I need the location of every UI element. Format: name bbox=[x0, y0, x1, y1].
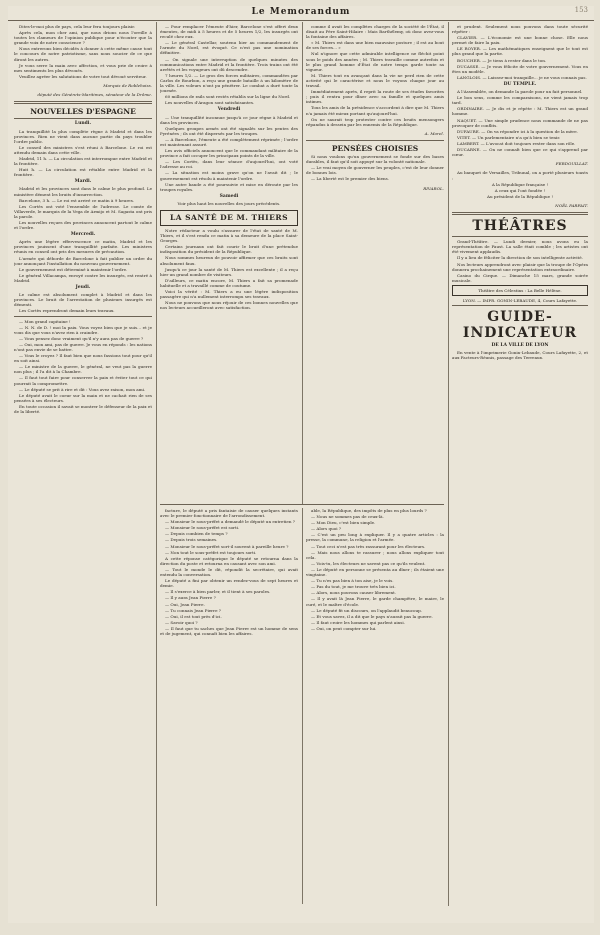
guide-heading: GUIDE-INDICATEUR bbox=[462, 309, 578, 342]
paragraph: — N. N. de D. ! moi la paix. Vous voyez bien que je suis... et je vous dis que vous n'avez rien à craindre. bbox=[14, 324, 152, 335]
paragraph: — Et vous savez, il a dit que le pays n'aurait pas la guerre. bbox=[311, 613, 433, 619]
paragraph: Quelques groupes armés ont été signalés sur les pentes des Pyrénées ; ils ont été dispersés par les troupes. bbox=[160, 125, 298, 136]
signature: Marquis de Roblehoiss. bbox=[103, 83, 152, 89]
paragraph: — Il s'exerce à bien parler, et il tient à ses paroles. bbox=[165, 589, 271, 595]
feuilleton bbox=[160, 508, 444, 904]
paragraph: — Il faut croire les hommes qui parlent ainsi. bbox=[311, 619, 405, 625]
paragraph: — Tu connais Jean Pierre ? bbox=[165, 607, 222, 613]
paragraph: BOUCHER. — Je tiens à rester dans le ton. bbox=[457, 57, 547, 63]
paragraph: Voici la vérité : M. Thiers a eu une légère indisposition passagère qui n'a nullement interrompu ses travaux. bbox=[160, 289, 298, 300]
column-divider bbox=[448, 22, 449, 906]
masthead bbox=[8, 6, 594, 21]
day-heading: Samedi bbox=[219, 193, 239, 199]
signature: A. Morel. bbox=[424, 130, 444, 136]
paragraph: — Mon Dieu, c'est bien simple. bbox=[311, 520, 376, 526]
paragraph: facture, le député a pris fantaisie de causer quelques instants avec le premier fonctionnaire de l'arrondissement. bbox=[160, 508, 298, 519]
column-1 bbox=[14, 24, 152, 904]
paragraph: A la République française ! bbox=[491, 181, 549, 187]
paragraph: Voir plus haut les nouvelles des jours précédents. bbox=[177, 200, 281, 206]
paragraph: Immédiatement après, il reprit la route de ses études favorites ; puis il rentra pour dîner avec sa famille et quelques amis intimes. bbox=[306, 89, 444, 105]
lower-section-rule bbox=[160, 504, 444, 505]
day-heading: Mercredi. bbox=[70, 232, 96, 238]
signature: FERDOUILLAT. bbox=[555, 161, 588, 167]
subheading: DU TEMPLE. bbox=[503, 81, 537, 87]
rule bbox=[14, 316, 152, 317]
paragraph: Les avis officiels annoncent que le commandant militaire de la province a fait occuper les principaux points de la ville. bbox=[160, 148, 298, 159]
paragraph: Les nouvelles reçues des provinces annoncent partout le calme et l'ordre. bbox=[14, 220, 152, 231]
paragraph: Dites-le-moi plus de pays, cela leur fera toujours plaisir. bbox=[19, 24, 136, 29]
paragraph: — A Barcelone, l'émeute a été complètement réprimée ; l'ordre est maintenant assuré. bbox=[160, 136, 298, 147]
paragraph: — Les Cortès, dans leur séance d'aujourd'hui, ont voté l'adresse au roi. bbox=[160, 159, 298, 170]
paragraph: A cette réponse catégorique le député se retourna dans la direction du poste et retourna en causant avec son ami. bbox=[160, 555, 298, 566]
paragraph: Nul n'ignore que cette admirable intelligence ne fléchit point sous le poids des années ; M. Thiers travaille comme autrefois et le plus grand homme d'État de notre temps garde toute sa vigueur. bbox=[306, 51, 444, 72]
paragraph: — Non tout le sous-préfet est toujours sorti. bbox=[165, 549, 257, 555]
paragraph: Le député a fini par obtenir un rendez-vous de sept heures et demie. bbox=[160, 578, 298, 589]
paragraph: — Le général Castellar, soutenu hier au commandement de l'armée du Nord, est évoqué. Ce n'est pas une nomination définitive. bbox=[160, 40, 298, 56]
paragraph: comme il avait les complètes charges de la société de l'État, il disait au Père Saint-Hilaire : Mais Barthélemy, où donc avez-vous la fontaine des affaires. bbox=[306, 24, 444, 40]
paragraph: — Alors, nous pouvons causer librement. bbox=[311, 590, 397, 596]
section-heading: NOUVELLES D'ESPAGNE bbox=[30, 107, 136, 117]
paragraph: Certains journaux ont fait courir le bruit d'une prétendue indisposition du président de la République. bbox=[160, 244, 298, 255]
paragraph: En toute occasion il savait se montrer le défenseur de la paix et de la liberté. bbox=[14, 403, 152, 414]
rule bbox=[306, 140, 444, 141]
paragraph: — Vous pensez donc vraiment qu'il n'y aura pas de guerre ? bbox=[19, 335, 144, 341]
intro-letter bbox=[14, 24, 152, 97]
imprint-line: LYON. — IMPR. GONIN-LEBAUDE, 4, Cours Lafayette. bbox=[462, 298, 578, 304]
paragraph: — Il y aura Jean Pierre ? bbox=[165, 595, 216, 601]
paragraph: Le général Villacampa, envoyé contre les insurgés, est rentré à Madrid. bbox=[14, 272, 152, 283]
theatres-heading: THÉÂTRES bbox=[472, 218, 568, 235]
guide-subheading: DE LA VILLE DE LYON bbox=[491, 343, 549, 349]
paragraph: — Pas du tout, je me trouve très bien ici. bbox=[311, 584, 396, 590]
section-heading-boxed: LA SANTÉ DE M. THIERS bbox=[160, 210, 298, 226]
paragraph: — Monsieur le sous-préfet a demandé le député un entretien ? bbox=[165, 519, 295, 525]
paragraph: L'armée qui déborde de Barcelone à fait publier un ordre du jour annonçant l'installation du nouveau gouvernement. bbox=[14, 255, 152, 266]
paragraph: Nous ne pouvons que nous réjouir de ces bonnes nouvelles que nos lecteurs accueilleront avec satisfaction. bbox=[160, 300, 298, 311]
paragraph: LAMBERT. — L'avocat doit toujours rester dans son rôle. bbox=[457, 140, 576, 146]
paragraph: CLAVIER. — L'économie est une bonne chose. Elle nous permet de faire la paix. bbox=[452, 35, 588, 46]
paragraph: — Vois-tu, les électeurs ne savent pas ce qu'ils veulent. bbox=[311, 560, 426, 566]
paragraph: — Oui, on peut compter sur lui. bbox=[311, 625, 377, 631]
paragraph: A l'Assemblée, on demande la parole pour un fait personnel. bbox=[457, 89, 583, 95]
column-2 bbox=[160, 24, 298, 504]
newspaper-title: Le Memorandum bbox=[251, 7, 351, 17]
paragraph: Les nouvelles d'Aragon sont satisfaisantes. bbox=[165, 100, 255, 106]
paragraph: — Pour remplacer l'émeute d'hier, Barcelone s'est offert deux émeutes, de midi à 5 heures et de 5 heures 1/2, les insurgés ont reculé chez eux. bbox=[160, 24, 298, 40]
paragraph: — Monsieur le sous-préfet sort-il souvent à pareille heure ? bbox=[165, 543, 289, 549]
paragraph: — On signale une interruption de quelques minutes des communications entre Madrid et la frontière. Trois trains ont été arrêtés et les voyageurs ont dû descendre. bbox=[160, 56, 298, 72]
column-3 bbox=[306, 24, 444, 504]
paragraph: Nous entrerons bien décidés à donner à cette même cause tout le concours de notre patriotisme, sans nous soucier de ce que diront les autres. bbox=[14, 46, 152, 62]
section-rule bbox=[452, 212, 588, 215]
paragraph: Jusqu'à ce jour la santé de M. Thiers est excellente ; il a reçu hier un grand nombre de visiteurs. bbox=[160, 266, 298, 277]
paragraph: — Le vrai moyen de gouverner les peuples, c'est de leur donner de bonnes lois. bbox=[306, 165, 444, 176]
paragraph: Le conseil des ministres s'est réuni à Barcelone. Le roi est attendu demain dans cette ville. bbox=[14, 144, 152, 155]
paragraph: — Il faut tout faire pour conserver la paix et éviter tout ce qui pourrait la compromettre. bbox=[14, 375, 152, 386]
paragraph: LE ROYER. — Les mathématiques enseignent que le tout est plus grand que la partie. bbox=[452, 46, 588, 57]
column-divider bbox=[302, 508, 303, 904]
paragraph: Le député avait le coeur sur la main et ne cachait rien de ses pensées à ses électeurs. bbox=[14, 392, 152, 403]
day-heading: Vendredi bbox=[217, 107, 241, 113]
paragraph: — Le député en personne se présenta au dîner ; ils étaient une vingtaine. bbox=[306, 566, 444, 578]
paragraph: On ne saurait trop protester contre ces bruits mensongers répandus à dessein par les ennemis de la République. bbox=[306, 116, 444, 127]
paragraph: Au président de la République ! bbox=[487, 193, 553, 199]
paragraph: — Le ministre de la guerre, le général, ne veut pas la guerre non plus ; il l'a dit à la Chambre. bbox=[14, 364, 152, 375]
paragraph: — La situation est moins grave qu'on ne l'avait dit ; le gouvernement est résolu à maintenir l'ordre. bbox=[160, 170, 298, 181]
paragraph: Le gouvernement est déterminé à maintenir l'ordre. bbox=[19, 266, 128, 272]
paragraph: Il y a lieu de féliciter la direction de son intelligente activité. bbox=[457, 255, 583, 261]
paragraph: Barcelone, 3 h. — Le roi est arrivé ce matin à 9 heures. bbox=[19, 197, 135, 203]
paragraph: — Vous le croyez ? Il faut bien que nous fassions tout pour qu'il en soit ainsi. bbox=[14, 353, 152, 364]
feuilleton-column-2 bbox=[306, 508, 444, 904]
paragraph: D'ailleurs, ce matin encore, M. Thiers a fait sa promenade habituelle et a travaillé comme de coutume. bbox=[160, 277, 298, 288]
paragraph: La tranquillité la plus complète règne à Madrid et dans les provinces. Rien ne vient dans aucune partie du pays troubler l'ordre public. bbox=[14, 128, 152, 144]
paragraph: Huit h. — La circulation est rétablie entre Madrid et la frontière. bbox=[14, 167, 152, 178]
paragraph: ORDINAIRE. — Je dis et je répète : M. Thiers est un grand homme. bbox=[452, 106, 588, 117]
paragraph: — Oui, il est tout près d'ici. bbox=[165, 613, 222, 619]
paragraph: — Nous ne sommes pas de ceux-là. bbox=[311, 514, 384, 520]
paragraph: — Savoir quoi ? bbox=[165, 619, 198, 625]
paragraph: — Il y avait là Jean Pierre, le garde champêtre, le maire, le curé, et le maître d'école. bbox=[306, 596, 444, 607]
page-folio: 153 bbox=[574, 6, 588, 14]
paragraph: A ceux qui l'ont fondée ! bbox=[494, 187, 546, 193]
paragraph: Le bon sens, comme les comparaisons, ne vient jamais trop tard. bbox=[452, 95, 588, 106]
paragraph: — Tout ceci n'est pas très rassurant pour les électeurs. bbox=[311, 543, 426, 549]
paragraph: M. Thiers tout en avançant dans la vie ne perd rien de cette activité qui le caractérise et nous le voyons chaque jour au travail. bbox=[306, 72, 444, 89]
paragraph: Après une légère effervescence ce matin, Madrid et les provinces jouissent d'une tranquillité parfaite. Les ministres réunis en conseil ont pris des mesures de précaution. bbox=[14, 239, 152, 255]
paragraph: — Une tranquillité inconnue jusqu'à ce jour règne à Madrid et dans les provinces. bbox=[160, 114, 298, 125]
signature: RIVAROL. bbox=[423, 185, 444, 191]
newspaper-page bbox=[8, 6, 594, 923]
paragraph: DUFAURE. — On va répondre ici à la question de la mère. bbox=[457, 128, 578, 134]
rule bbox=[14, 118, 152, 119]
paragraph: En vente à l'imprimerie Gonin-Lebaude, Cours Lafayette, 2, et aux Facteurs-Réunis, passage des Terreaux. bbox=[452, 350, 588, 361]
section-rule bbox=[14, 101, 152, 104]
paragraph: 60 millions de rails sont restés rétablis sur la ligne du Nord. bbox=[165, 94, 291, 100]
paragraph: DUCARNE. — On ne connaît bien que ce qui s'apprend par cœur. bbox=[452, 146, 588, 158]
paragraph: able, la République, des impôts de plus en plus lourds ? bbox=[311, 508, 427, 513]
paragraph: Notre rédacteur a voulu s'assurer de l'état de santé de M. Thiers, et il s'est rendu ce matin à sa demeure de la place Saint-Georges. bbox=[160, 228, 298, 244]
column-divider bbox=[302, 22, 303, 504]
paragraph: DUCASSE. — Je vous félicite de votre gouvernement. Vous en êtes un modèle. bbox=[452, 63, 588, 74]
paragraph: Si nous voulons qu'un gouvernement se fonde sur des bases durables, il faut qu'il soit appuyé sur la volonté nationale. bbox=[306, 154, 444, 165]
paragraph: — Tout le monde le dit, répondit la secrétaire, qui avait entendu la conversation. bbox=[160, 566, 298, 578]
paragraph: — La liberté est le premier des biens. bbox=[311, 176, 390, 182]
column-4 bbox=[452, 24, 588, 904]
theatre-listing-box: Théâtre des Célestins : La Belle Hélène. bbox=[452, 285, 588, 296]
paragraph: — Monsieur le sous-préfet est sorti. bbox=[165, 525, 240, 531]
paragraph: Au banquet de Versailles, Tribunal, on a porté plusieurs toasts : bbox=[452, 170, 588, 181]
paragraph: Nous sommes heureux de pouvoir affirmer que ces bruits sont absolument faux. bbox=[160, 255, 298, 266]
paragraph: Veuillez agréer les salutations de votre tout dévoué serviteur. bbox=[19, 73, 147, 79]
paragraph: — Oui, mon ami, pas de guerre. Je vous en réponds : les nations n'ont pas envie de se battre. bbox=[14, 341, 152, 352]
paragraph: — Mon grand capitaine ! bbox=[19, 318, 71, 324]
paragraph: et prudent. Seulement nous pouvons dans toute sécurité répéter : bbox=[452, 24, 588, 35]
paragraph: Madrid, 11 h. — La circulation est interrompue entre Madrid et la frontière. bbox=[14, 155, 152, 167]
paragraph: — Oui, Jean Pierre. bbox=[165, 601, 205, 607]
rule bbox=[452, 236, 588, 237]
paragraph: Une autre bande a été poursuivie et mise en déroute par les troupes royales. bbox=[160, 181, 298, 192]
paragraph: Tous les amis de la présidence s'accordent à dire que M. Thiers n'a jamais été mieux portant qu'aujourd'hui. bbox=[306, 105, 444, 116]
paragraph: — Depuis combien de temps ? bbox=[165, 531, 228, 537]
paragraph: Le calme est absolument complet à Madrid et dans les provinces. Le bruit de l'arrestation de plusieurs insurgés est démenti. bbox=[14, 292, 152, 308]
paragraph: — Depuis trois semaines. bbox=[165, 537, 218, 543]
paragraph: LANGLOIS. — Laissez-moi tranquille... je ne vous connais pas. bbox=[457, 74, 587, 80]
paragraph: 7 heures 1/2. — Le gros des forces militaires, commandées par Carlos de Bourbon, a reçu une grande bataille à un kilomètre de la ville. Les voleurs n'ont pu pénétrer. Le combat a duré toute la journée. bbox=[160, 72, 298, 94]
day-heading: Mardi. bbox=[74, 179, 92, 185]
paragraph: « M. Thiers est dans une bien mauvaise posture ; il est au bout de ses forces... » bbox=[306, 40, 444, 51]
column-divider bbox=[156, 22, 157, 906]
paragraph: Je vous serre la main avec affection, et vous prie de croire à mes sentiments les plus dévoués. bbox=[14, 62, 152, 73]
paragraph: — C'est un peu long à expliquer. Il y a quatre articles : la presse, la commune, la religion et l'armée. bbox=[306, 532, 444, 543]
paragraph: — Le député fit un discours, on l'applaudit beaucoup. bbox=[311, 607, 423, 613]
paragraph: — Le député se prit à rire et dit : Vous avez raison, mon ami. bbox=[19, 386, 146, 392]
paragraph: Madrid et les provinces sont dans le calme le plus profond. Le ministère dément les bruits d'insurrection. bbox=[14, 186, 152, 197]
paragraph: — Tu n'es pas bien à ton aise, je le vois. bbox=[311, 578, 394, 584]
paragraph: Les Cortès ont voté l'ensemble de l'adresse. Le comte de Villaverde, le marquis de la Vega de Armijo et M. Sagasta ont pris la parole. bbox=[14, 203, 152, 219]
paragraph: Nos lecteurs apprendront avec plaisir que la troupe de l'Opéra donnera prochainement une représentation extraordinaire. bbox=[452, 261, 588, 272]
feuilleton-column-1 bbox=[160, 508, 298, 904]
paragraph: — Il faut que tu saches que Jean Pierre est un homme de sens et de jugement, qui connaît bien les affaires. bbox=[160, 625, 298, 636]
paragraph: Après cela, mon cher ami, que nous drions nous l'oreille à toutes les clameurs de l'opinion publique pour n'écouter que la grande voix de notre conscience ? bbox=[14, 30, 152, 46]
paragraph: NAQUET. — Une simple prudence nous commande de ne pas provoquer de conflits. bbox=[452, 117, 588, 128]
paragraph: Grand-Théâtre. — Lundi dernier, nous avons eu la représentation de Faust. La salle était comble ; les artistes ont été vivement applaudis. bbox=[452, 239, 588, 255]
day-heading: Jeudi. bbox=[75, 285, 91, 291]
paragraph: Casino du Cirque. — Dimanche 15 mars, grande soirée musicale. bbox=[452, 272, 588, 283]
paragraph: — Mais nous allons te rassurer ; nous allons expliquer tout cela. bbox=[306, 549, 444, 560]
day-heading: Lundi. bbox=[74, 121, 92, 127]
paragraph: VITET. — Un parlementaire n'a qu'à bien se tenir. bbox=[457, 134, 561, 140]
rule bbox=[452, 305, 588, 306]
paragraph: Les Cortès reprendront demain leurs travaux. bbox=[19, 308, 115, 314]
signature-note: député des Générets-Maritimes, sénateur de la Drôme. bbox=[37, 92, 152, 98]
section-heading: PENSÉES CHOISIES bbox=[331, 144, 419, 154]
signature: NOËL PARFAIT. bbox=[555, 203, 588, 208]
paragraph: — Alors quoi ? bbox=[311, 526, 342, 532]
